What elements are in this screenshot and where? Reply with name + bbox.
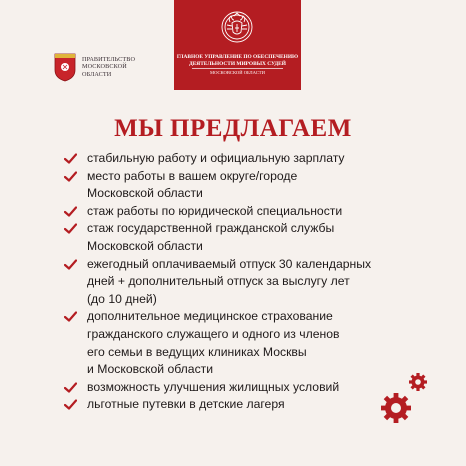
check-icon bbox=[64, 382, 77, 393]
check-icon bbox=[64, 259, 77, 270]
benefit-text: стаж работы по юридической специальности bbox=[87, 203, 343, 218]
benefit-text: дополнительное медицинское страхование гражданского служащего и одного из членов его семьи в ведущих клиниках Москвы и Московской области bbox=[87, 309, 340, 377]
benefit-text: ежегодный оплачиваемый отпуск 30 календарных дней + дополнительный отпуск за выслугу лет (до 10 дней) bbox=[87, 256, 372, 306]
check-icon bbox=[64, 399, 77, 410]
benefit-item bbox=[64, 203, 371, 221]
check-icon bbox=[64, 223, 77, 234]
benefit-item bbox=[64, 220, 371, 255]
banner-divider bbox=[192, 68, 283, 69]
benefit-item bbox=[64, 379, 371, 397]
government-logo bbox=[52, 52, 135, 82]
moscow-region-emblem-icon bbox=[52, 52, 78, 82]
benefit-text: место работы в вашем округе/городе Московской области bbox=[87, 168, 298, 201]
benefit-item bbox=[64, 396, 371, 414]
check-icon bbox=[64, 206, 77, 217]
benefit-text: стабильную работу и официальную зарплату bbox=[87, 151, 345, 165]
check-icon bbox=[64, 153, 77, 164]
gears-icon bbox=[378, 368, 436, 426]
benefit-text: возможность улучшения жилищных условий bbox=[87, 379, 340, 394]
benefit-item bbox=[64, 168, 371, 203]
agency-banner bbox=[174, 0, 301, 90]
agency-title: ГЛАВНОЕ УПРАВЛЕНИЕ ПО ОБЕСПЕЧЕНИЮ ДЕЯТЕЛЬНОСТИ МИРОВЫХ СУДЕЙ bbox=[176, 54, 299, 67]
benefit-text: льготные путевки в детские лагеря bbox=[87, 397, 285, 412]
benefit-item bbox=[64, 308, 371, 378]
benefits-list bbox=[64, 150, 371, 414]
government-logo-text: ПРАВИТЕЛЬСТВО МОСКОВСКОЙ ОБЛАСТИ bbox=[82, 55, 136, 78]
check-icon bbox=[64, 311, 77, 322]
check-icon bbox=[64, 171, 77, 182]
eagle-emblem-icon bbox=[220, 8, 254, 46]
page-heading: МЫ ПРЕДЛАГАЕМ bbox=[114, 115, 352, 142]
agency-subtitle: МОСКОВСКОЙ ОБЛАСТИ bbox=[210, 70, 265, 75]
benefit-text: стаж государственной гражданской службы Московской области bbox=[87, 221, 335, 253]
benefit-item bbox=[64, 256, 371, 309]
benefit-item bbox=[64, 150, 371, 168]
